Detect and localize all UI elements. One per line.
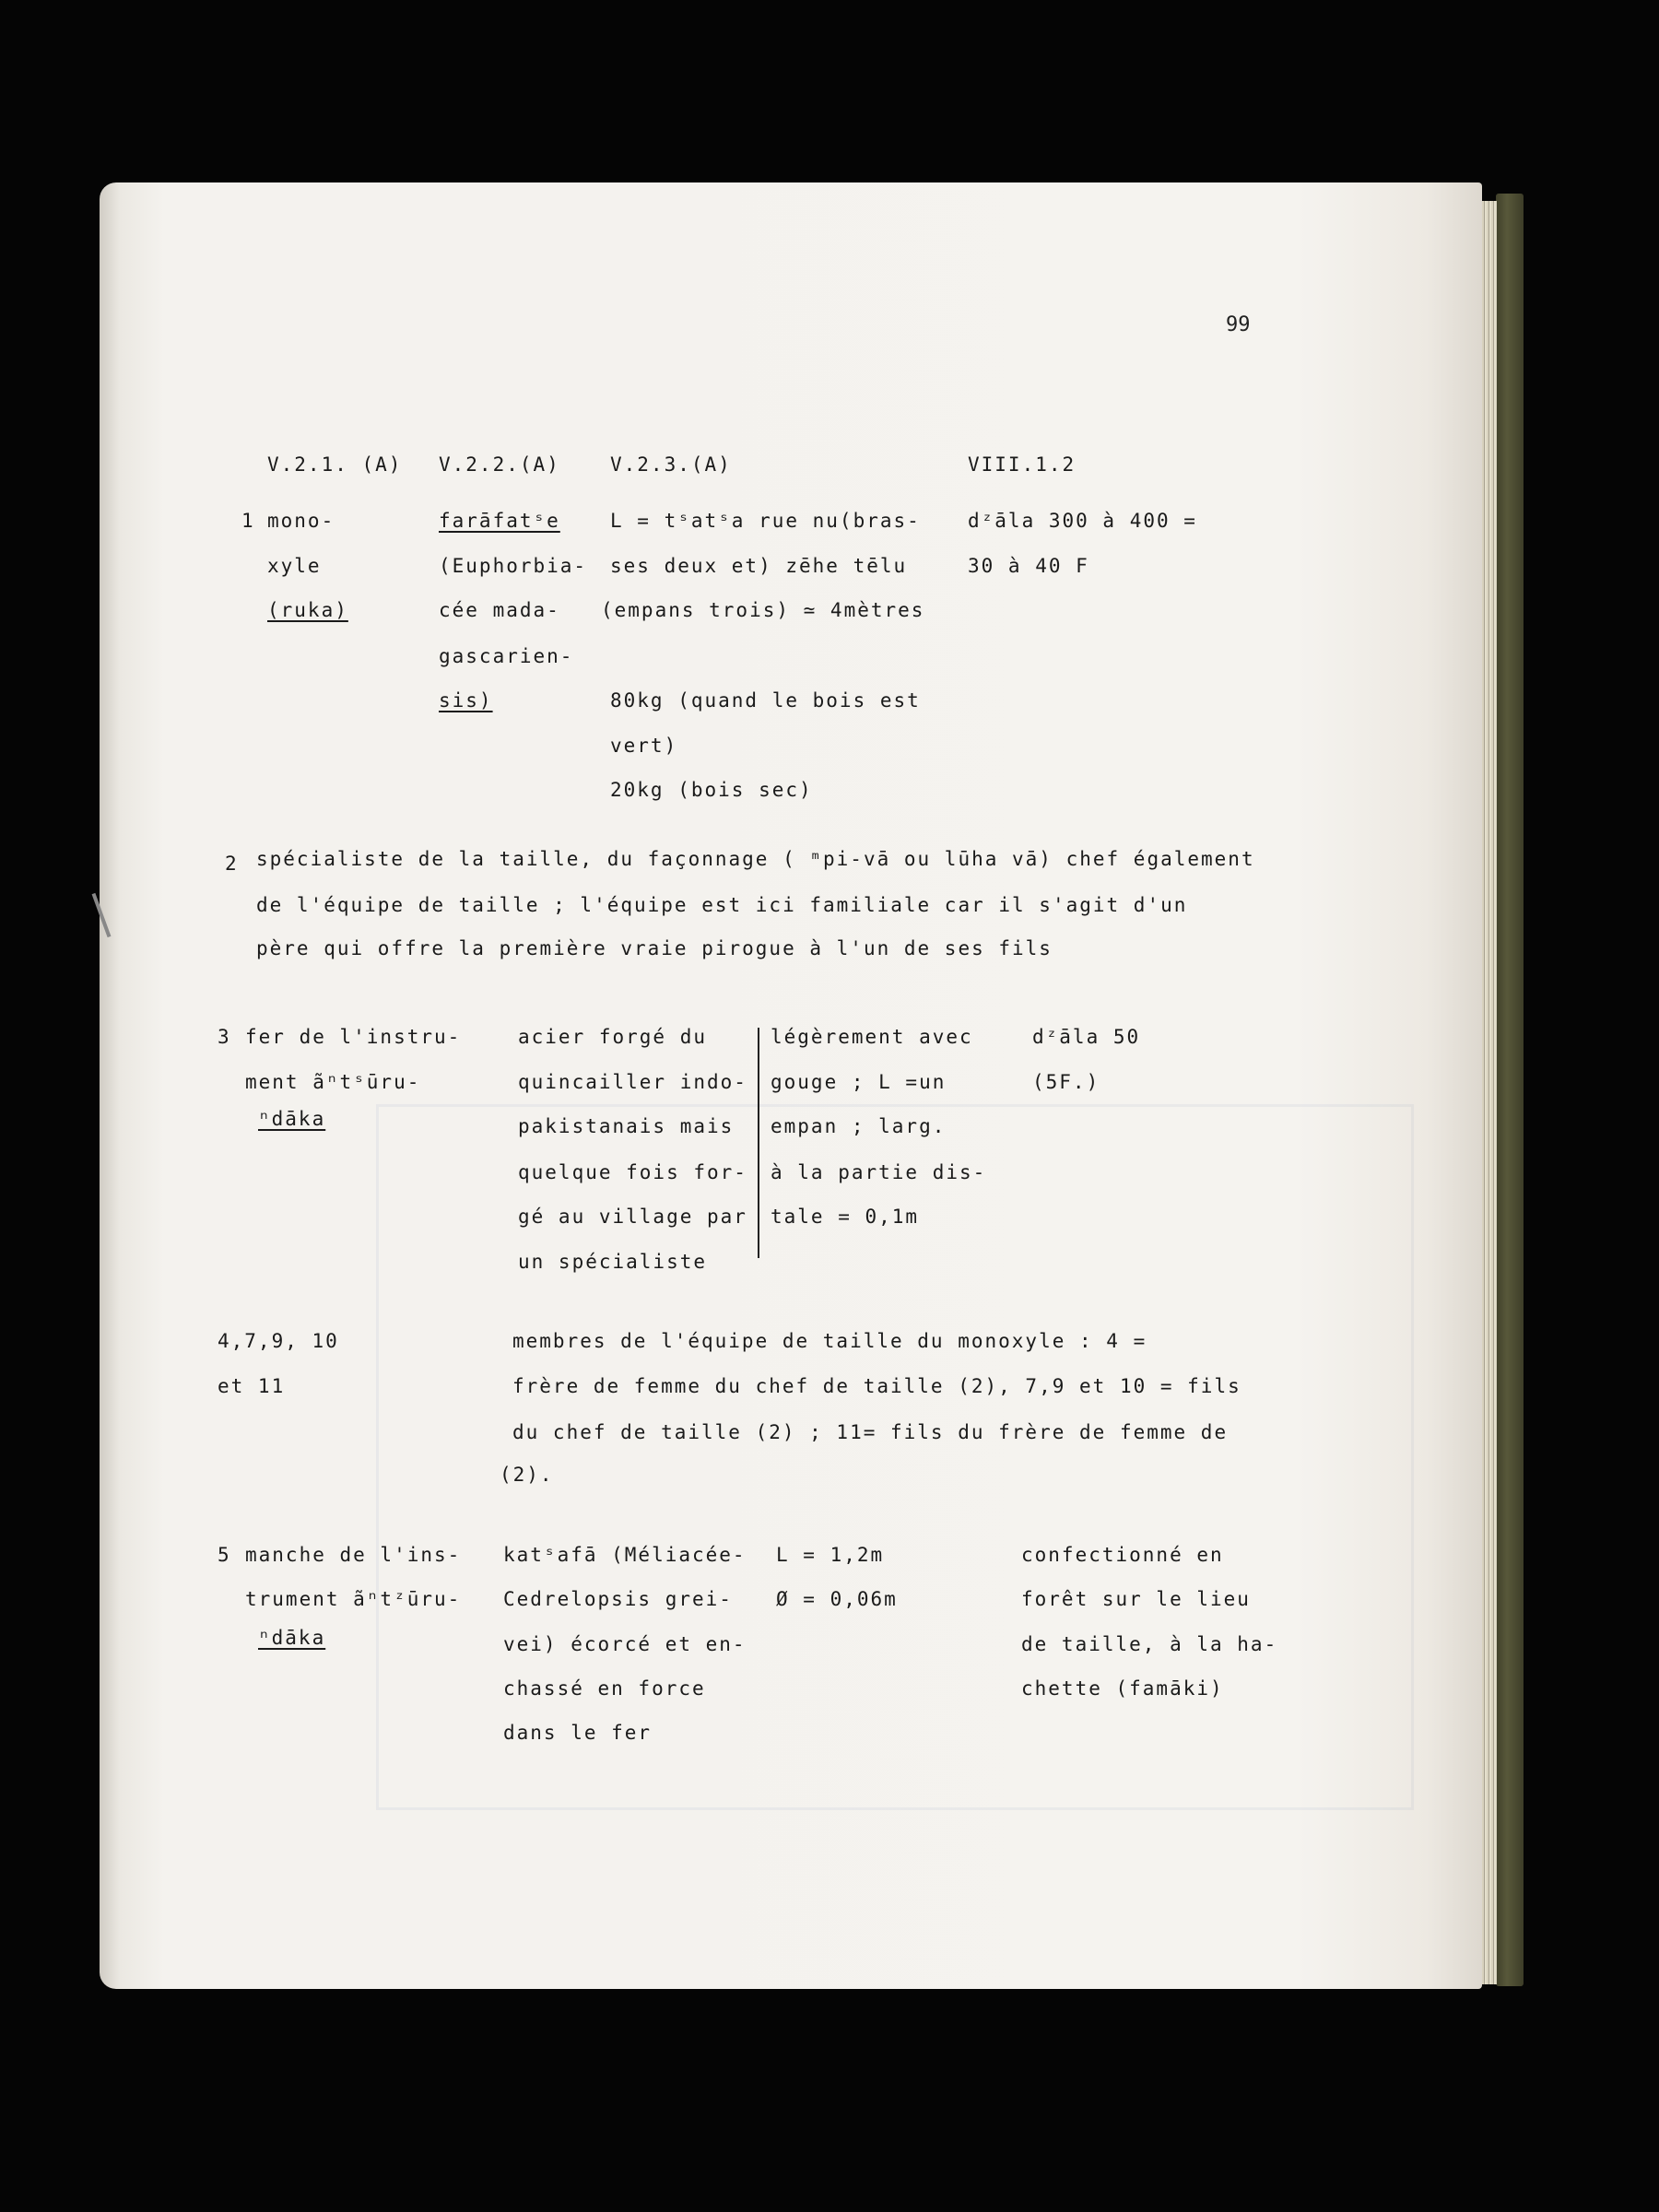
row1-c2-line: gascarien- [439,645,574,667]
col3-header: V.2.3.(A) [610,453,732,476]
row3-c3-line: à la partie dis- [771,1161,987,1183]
row1-number: 1 [241,510,255,532]
row5-c1-line: trument ãⁿtᶻūru- [245,1588,462,1610]
row1-c2-line: cée mada- [439,599,560,621]
row5-c4-line: de taille, à la ha- [1021,1633,1278,1655]
row1-c3-line: 20kg (bois sec) [610,779,813,801]
row3-c1-line: fer de l'instru- [245,1026,462,1048]
row5-c2-line: katˢafā (Méliacée- [503,1544,747,1566]
row2-line: spécialiste de la taille, du façonnage ( ᵐpi-vā ou lūha vā) chef également [256,848,1255,870]
book-cover [1496,194,1524,1986]
row1-c3-line: vert) [610,735,678,757]
row5-c1-line: manche de l'ins- [245,1544,462,1566]
row5-c1-line: ⁿdāka [258,1627,326,1649]
row5-c2-line: Cedrelopsis grei- [503,1588,733,1610]
row2-number: 2 [225,853,239,875]
row3-c1-line: ⁿdāka [258,1108,326,1130]
row2-line: de l'équipe de taille ; l'équipe est ici familiale car il s'agit d'un [256,894,1188,916]
row3-c2-line: quincailler indo- [518,1071,747,1093]
row5-c4-line: chette (famāki) [1021,1677,1224,1700]
col1-header: V.2.1. (A) [267,453,403,476]
row3-c2-line: quelque fois for- [518,1161,747,1183]
row5-c2-line: vei) écorcé et en- [503,1633,747,1655]
row5-c2-line: dans le fer [503,1722,653,1744]
row1-c3-line: ses deux et) zēhe tēlu [610,555,908,577]
row1-c1-line: xyle [267,555,322,577]
row5-c4-line: forêt sur le lieu [1021,1588,1251,1610]
row1-c3-line: L = tˢatˢa rue nu(bras- [610,510,921,532]
row3-c4-line: (5F.) [1032,1071,1100,1093]
row5-number: 5 [218,1544,231,1566]
row1-c2-line: (Euphorbia- [439,555,588,577]
row4-line: frère de femme du chef de taille (2), 7,9 et 10 = fils [512,1375,1241,1397]
row4-line: (2). [500,1464,554,1486]
row1-c4-line: dᶻāla 300 à 400 = [968,510,1197,532]
row4-number: et 11 [218,1375,286,1397]
row3-c3-line: légèrement avec [771,1026,973,1048]
row5-c3-line: L = 1,2m [776,1544,885,1566]
row1-c3-line: (empans trois) ≃ 4mètres [601,599,925,621]
page-number: 99 [1226,313,1251,336]
row5-c2-line: chassé en force [503,1677,706,1700]
column-rule [758,1028,759,1258]
row3-c3-line: gouge ; L =un [771,1071,947,1093]
row1-c2-line: farāfatˢe [439,510,560,532]
row1-c2-line: sis) [439,689,493,712]
row3-c4-line: dᶻāla 50 [1032,1026,1141,1048]
row5-c3-line: Ø = 0,06m [776,1588,898,1610]
row1-c4-line: 30 à 40 F [968,555,1089,577]
row1-c1-line: (ruka) [267,599,348,621]
row3-c2-line: gé au village par [518,1206,747,1228]
row4-line: du chef de taille (2) ; 11= fils du frère de femme de [512,1421,1229,1443]
row3-c2-line: pakistanais mais [518,1115,735,1137]
col2-header: V.2.2.(A) [439,453,560,476]
row3-number: 3 [218,1026,231,1048]
row4-number: 4,7,9, 10 [218,1330,339,1352]
row4-line: membres de l'équipe de taille du monoxyle : 4 = [512,1330,1147,1352]
row2-line: père qui offre la première vraie pirogue à l'un de ses fils [256,937,1053,959]
row3-c2-line: un spécialiste [518,1251,708,1273]
row5-c4-line: confectionné en [1021,1544,1224,1566]
col4-header: VIII.1.2 [968,453,1077,476]
row3-c2-line: acier forgé du [518,1026,708,1048]
row3-c3-line: tale = 0,1m [771,1206,920,1228]
row1-c1-line: mono- [267,510,335,532]
row3-c3-line: empan ; larg. [771,1115,947,1137]
row3-c1-line: ment ãⁿtˢūru- [245,1071,421,1093]
row1-c3-line: 80kg (quand le bois est [610,689,921,712]
